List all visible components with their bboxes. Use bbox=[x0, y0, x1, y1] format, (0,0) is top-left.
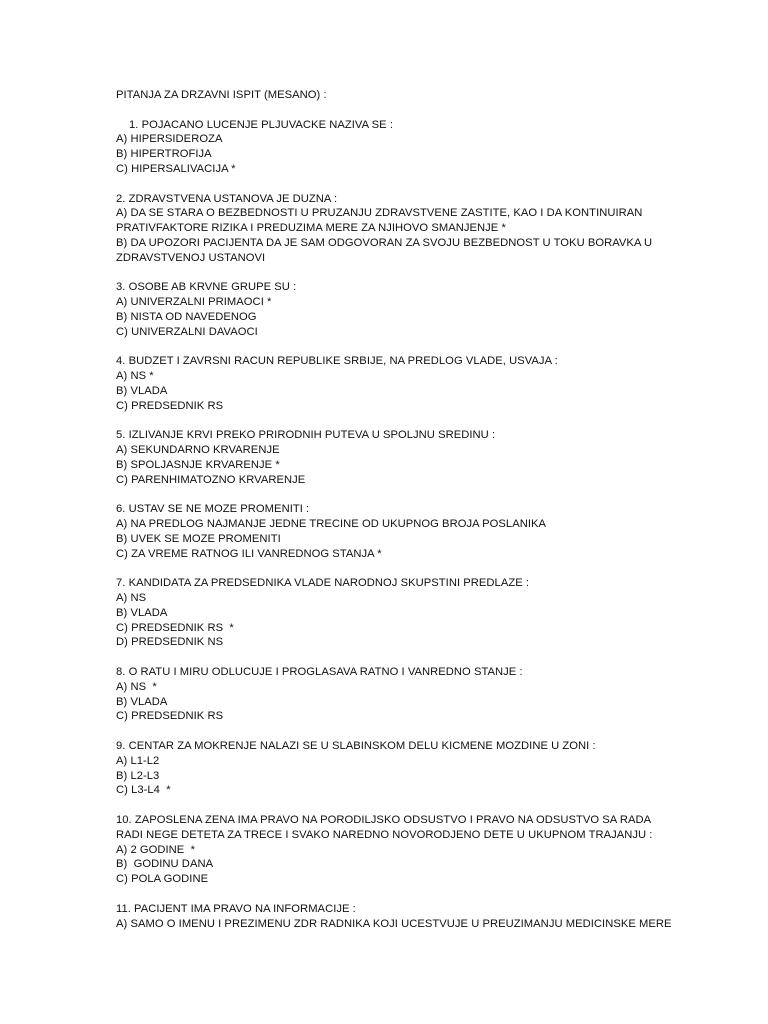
question-6: 6. USTAV SE NE MOZE PROMENITI : bbox=[116, 503, 310, 516]
spacer bbox=[116, 798, 756, 813]
answer-10b: B) GODINU DANA bbox=[116, 858, 214, 871]
answer-10c: C) POLA GODINE bbox=[116, 873, 209, 886]
spacer bbox=[116, 650, 756, 665]
answer-5b: B) SPOLJASNJE KRVARENJE * bbox=[116, 458, 280, 471]
spacer bbox=[116, 103, 756, 118]
document-title: PITANJA ZA DRZAVNI ISPIT (MESANO) : bbox=[116, 89, 327, 101]
question-11: 11. PACIJENT IMA PRAVO NA INFORMACIJE : bbox=[116, 902, 356, 915]
answer-2a: A) DA SE STARA O BEZBEDNOSTI U PRUZANJU ZDRAVSTVENE ZASTITE, KAO I DA KONTINUIRAN bbox=[116, 207, 643, 220]
answer-1a: A) HIPERSIDEROZA bbox=[116, 133, 223, 146]
answer-9a: A) L1-L2 bbox=[116, 754, 160, 767]
answer-7c: C) PREDSEDNIK RS * bbox=[116, 621, 234, 634]
answer-10a: A) 2 GODINE * bbox=[116, 843, 196, 856]
spacer bbox=[116, 562, 756, 577]
spacer bbox=[116, 177, 756, 192]
question-2: 2. ZDRAVSTVENA USTANOVA JE DUZNA : bbox=[116, 192, 338, 205]
answer-6a: A) NA PREDLOG NAJMANJE JEDNE TRECINE OD UKUPNOG BROJA POSLANIKA bbox=[116, 518, 547, 531]
spacer bbox=[116, 887, 756, 902]
answer-5a: A) SEKUNDARNO KRVARENJE bbox=[116, 444, 280, 457]
spacer bbox=[116, 340, 756, 355]
question-4: 4. BUDZET I ZAVRSNI RACUN REPUBLIKE SRBIJE, NA PREDLOG VLADE, USVAJA : bbox=[116, 355, 558, 368]
answer-4c: C) PREDSEDNIK RS bbox=[116, 399, 224, 412]
document-body bbox=[116, 88, 756, 931]
question-3: 3. OSOBE AB KRVNE GRUPE SU : bbox=[116, 281, 297, 294]
question-9: 9. CENTAR ZA MOKRENJE NALAZI SE U SLABINSKOM DELU KICMENE MOZDINE U ZONI : bbox=[116, 740, 596, 753]
answer-4a: A) NS * bbox=[116, 370, 154, 383]
spacer bbox=[116, 266, 756, 281]
question-7: 7. KANDIDATA ZA PREDSEDNIKA VLADE NARODNOJ SKUPSTINI PREDLAZE : bbox=[116, 577, 530, 590]
answer-2b: B) DA UPOZORI PACIJENTA DA JE SAM ODGOVORAN ZA SVOJU BEZBEDNOST U TOKU BORAVKA U bbox=[116, 236, 653, 249]
answer-2b-cont: ZDRAVSTVENOJ USTANOVI bbox=[116, 251, 266, 264]
question-5: 5. IZLIVANJE KRVI PREKO PRIRODNIH PUTEVA U SPOLJNU SREDINU : bbox=[116, 429, 496, 442]
answer-3b: B) NISTA OD NAVEDENOG bbox=[116, 310, 257, 323]
answer-6b: B) UVEK SE MOZE PROMENITI bbox=[116, 532, 281, 545]
spacer bbox=[116, 414, 756, 429]
answer-9b: B) L2-L3 bbox=[116, 769, 160, 782]
question-8: 8. O RATU I MIRU ODLUCUJE I PROGLASAVA RATNO I VANREDNO STANJE : bbox=[116, 666, 523, 679]
answer-4b: B) VLADA bbox=[116, 384, 168, 397]
answer-9c: C) L3-L4 * bbox=[116, 784, 171, 797]
spacer bbox=[116, 724, 756, 739]
spacer bbox=[116, 488, 756, 503]
answer-8c: C) PREDSEDNIK RS bbox=[116, 710, 224, 723]
answer-8a: A) NS * bbox=[116, 680, 157, 693]
answer-3c: C) UNIVERZALNI DAVAOCI bbox=[116, 325, 258, 338]
question-10-cont: RADI NEGE DETETA ZA TRECE I SVAKO NAREDNO NOVORODJENO DETE U UKUPNOM TRAJANJU : bbox=[116, 828, 653, 841]
answer-8b: B) VLADA bbox=[116, 695, 168, 708]
answer-1c: C) HIPERSALIVACIJA * bbox=[116, 162, 236, 175]
question-10: 10. ZAPOSLENA ZENA IMA PRAVO NA PORODILJSKO ODSUSTVO I PRAVO NA ODSUSTVO SA RADA bbox=[116, 814, 652, 827]
answer-7a: A) NS bbox=[116, 592, 147, 605]
answer-1b: B) HIPERTROFIJA bbox=[116, 148, 212, 161]
answer-5c: C) PARENHIMATOZNO KRVARENJE bbox=[116, 473, 306, 486]
question-1: 1. POJACANO LUCENJE PLJUVACKE NAZIVA SE : bbox=[129, 118, 393, 131]
answer-3a: A) UNIVERZALNI PRIMAOCI * bbox=[116, 296, 272, 309]
answer-6c: C) ZA VREME RATNOG ILI VANREDNOG STANJA * bbox=[116, 547, 382, 560]
answer-7d: D) PREDSEDNIK NS bbox=[116, 636, 224, 649]
answer-2a-cont: PRATIVFAKTORE RIZIKA I PREDUZIMA MERE ZA NJIHOVO SMANJENJE * bbox=[116, 222, 506, 235]
answer-7b: B) VLADA bbox=[116, 606, 168, 619]
answer-11a: A) SAMO O IMENU I PREZIMENU ZDR RADNIKA KOJI UCESTVUJE U PREUZIMANJU MEDICINSKE MERE bbox=[116, 917, 672, 930]
